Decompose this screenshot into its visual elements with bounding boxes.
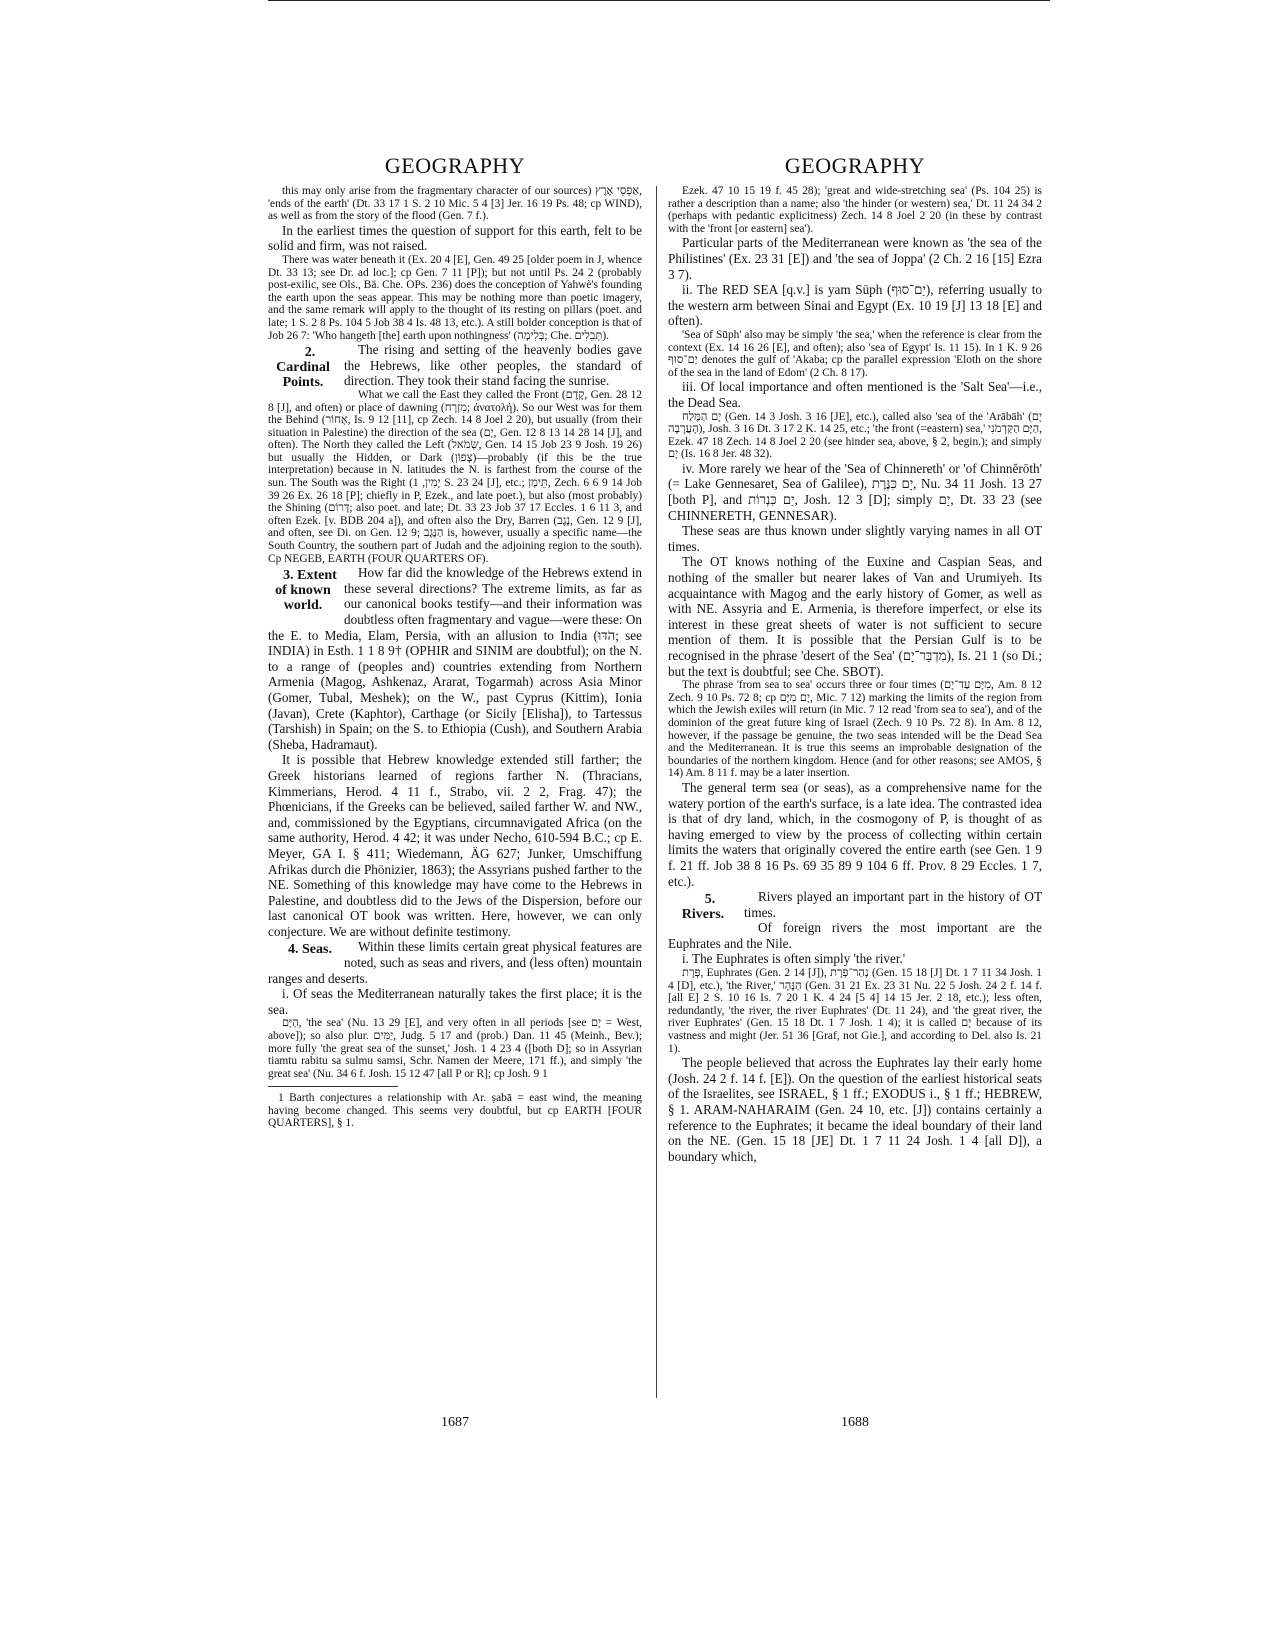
paragraph-text: There was water beneath it (Ex. 20 4 [E], Gen. 49 25 [older poem in J, whence Dt. 33 13; see Dr. ad loc.]; cp Gen. 7 11 [P]); but not until Ps. 24 2 (probably post-exilic, see Ols., Bä. Che. OPs. 236) does the conception of Yahwè's founding the earth upon the seas appear. This may be nothing more than poetic imagery, and the same remark will apply to the thought of its resting on pillars (poet. and late; 1 S. 2 8 Ps. 104 5 Job 38 4 Is. 48 13, etc.). A still bolder conception is that of Job 26 7: 'Who hangeth [the] earth upon nothingness' (בְּלִימָה; Che. תְּבֵלִים). [268,253,642,342]
right-column-body [668,185,1042,1164]
paragraph [668,1055,1042,1164]
paragraph-text: this may only arise from the fragmentary character of our sources) אַפְסֵי אֶרֶץ, 'ends of the earth' (Dt. 33 17 1 S. 2 10 Mic. 5 4 [3] Jer. 16 19 Ps. 48; cp WIND), as well as from the story of the flood (Gen. 7 f.). [268,185,642,223]
column-divider [656,186,657,1398]
paragraph [668,329,1042,379]
paragraph [668,379,1042,410]
paragraph-text: These seas are thus known under slightly varying names in all OT times. [668,523,1042,554]
section-sidehead: 3. Extent of known world. [275,568,337,614]
paragraph [268,752,642,939]
paragraph [268,342,642,389]
paragraph-text: The people believed that across the Euphrates lay their early home (Josh. 24 2 f. 14 f. [E]). On the question of the earliest historical seats of the Israelites, see ISRAEL, § 1 ff.; EXODUS i., § 1 ff.; HEBREW, § 1. ARAM-NAHARAIM (Gen. 24 10, etc. [J]) contains certainly a reference to the Euphrates; it became the ideal boundary of their land on the NE. (Gen. 15 18 [JE] Dt. 1 7 11 24 Josh. 1 4 [all D]), a boundary which, [668,1055,1042,1164]
paragraph [268,939,642,986]
running-head-right: GEOGRAPHY [784,153,926,178]
paragraph [668,554,1042,679]
paragraph-text: יָם הַמֶּלַח (Gen. 14 3 Josh. 3 16 [JE], etc.), called also 'sea of the 'Arābāh' (יָם הָעֲרָבָה), Josh. 3 16 Dt. 3 17 2 K. 14 25, etc.; 'the front (=eastern) sea,' הַיָּם הַקַּדְמֹנִי, Ezek. 47 18 Zech. 14 8 Joel 2 20 (see hinder sea, above, § 2, begin.); and simply יָם (Is. 16 8 Jer. 48 32). [668,410,1042,461]
paragraph [668,889,1042,923]
paragraph [668,282,1042,329]
paragraph-text: Particular parts of the Mediterranean were known as 'the sea of the Philistines' (Ex. 23 31 [E]) and 'the sea of Joppa' (2 Ch. 2 16 [15] Ezra 3 7). [668,235,1042,282]
paragraph [268,565,642,752]
paragraph [668,679,1042,780]
page-number-right: 1688 [841,1415,869,1430]
paragraph [668,235,1042,282]
paragraph-text: ii. The RED SEA [q.v.] is yam Sūph (יַם־סוּף), referring usually to the western arm between Sinai and Egypt (Ex. 10 19 [J] 13 18 [E] and often). [668,282,1042,329]
section-sidehead: 2. Cardinal Points. [276,345,330,391]
paragraph [268,986,642,1017]
running-head-left: GEOGRAPHY [384,153,526,178]
paragraph [268,185,642,223]
paragraph [268,223,642,254]
paragraph-text: Ezek. 47 10 15 19 f. 45 28); 'great and wide-stretching sea' (Ps. 104 25) is rather a description than a name; also 'the hinder (or western) sea,' Dt. 11 24 34 2 (perhaps with pedantic explicitness) Zech. 14 8 Joel 2 20 (in these by contrast with the 'front [or eastern] sea'). [668,185,1042,235]
page-number-left: 1687 [441,1415,469,1430]
paragraph-text: Of foreign rivers the most important are the Euphrates and the Nile. [668,920,1042,951]
paragraph-text: i. The Euphrates is often simply 'the river.' [682,951,906,967]
footnote: 1 Barth conjectures a relationship with Ar. ṣabā = east wind, the meaning having become changed. This seems very doubtful, but cp EARTH [FOUR QUARTERS], § 1. [268,1092,642,1130]
footnote-rule [268,1086,398,1087]
paragraph [668,920,1042,951]
paragraph [668,523,1042,554]
paragraph [668,411,1042,461]
paragraph [268,254,642,342]
paragraph-text: iv. More rarely we hear of the 'Sea of Chinnereth' or 'of Chinnĕrōth' (= Lake Gennesaret, Sea of Galilee), יָם כִּנֶּרֶת, Nu. 34 11 Josh. 13 27 [both P], and יַם כִּנְרוֹת, Josh. 12 3 [D]; simply יָם, Dt. 33 23 (see CHINNERETH, GENNESAR). [668,460,1042,523]
paragraph-text: Within these limits certain great physical features are noted, such as seas and rivers, and (less often) mountain ranges and deserts. [268,939,642,986]
paragraph-text: הַיָּם, 'the sea' (Nu. 13 29 [E], and very often in all periods [see יָם = West, above]); so also plur. יַמִּים, Judg. 5 17 and (prob.) Dan. 11 45 (Meinh., Bev.); more fully 'the great sea of the sunset,' Josh. 1 4 23 4 ([both D]; so in Assyrian tiamtu rabitu sa sulmu samsi, Schr. Namen der Meere, 171 ff.), and simply 'the great sea' (Nu. 34 6 f. Josh. 15 12 47 [all P or R]; cp Josh. 9 1 [268,1017,642,1080]
section-sidehead: 4. Seas. [288,942,332,958]
paragraph-text: What we call the East they called the Front (קֶדֶם, Gen. 28 12 8 [J], and often) or place of dawning (מִזְרָח; ἀνατολή). So our West was for them the Behind (אָחוֹר, Is. 9 12 [11], cp Zech. 14 8 Joel 2 20), but usually (from their situation in Palestine) the direction of the sea (יָם, Gen. 12 8 13 14 28 14 [J], and often). The North they called the Left (שְׂמֹאל, Gen. 14 15 Job 23 9 Josh. 19 26) but usually the Hidden, or Dark (צָפוֹן)—probably (if this be the true interpretation) because in N. latitudes the N. is farthest from the course of the sun. The South was the Right (יָמִין, 1 S. 23 24 [J], etc.; תֵּימָן, Zech. 6 6 9 14 Job 39 26 Ex. 26 18 [P]; chiefly in P, Ezek., and late poet.), but also (most probably) the Shining (דָּרוֹם; also poet. and late; Dt. 33 23 Job 37 17 Eccles. 1 6 11 3, and often Ezek. [v. BDB 204 a]), and often also the Dry, Barren (נֶגֶב, Gen. 12 9 [J], and often, see Di. on Gen. 12 9; הַנֶּגֶב is, however, usually a specific name—the South Country, the southern part of Judah and the adjoining region to the south). Cp NEGEB, EARTH (FOUR QUARTERS OF). [268,388,643,565]
paragraph-text: פְּרָת, Euphrates (Gen. 2 14 [J]), נְהַר־פְּרָת (Gen. 15 18 [J] Dt. 1 7 11 34 Josh. 1 4 [D], etc.), 'the River,' הַנָּהָר (Gen. 31 21 Ex. 23 31 Nu. 22 5 Josh. 24 2 f. 14 f. [all E] 2 S. 10 16 Is. 7 20 1 K. 4 24 [5 4] 14 15 Jer. 2 18, etc.); less often, redundantly, 'the river, the river Euphrates' (Dt. 11 24), and 'the great river, the river Euphrates' (Gen. 15 18 Dt. 1 7 Josh. 1 4); it is called יָם because of its vastness and might (Jer. 51 36 [Graf, not Gie.], and according to Del. also Is. 21 1). [668,967,1043,1055]
paragraph-text: The OT knows nothing of the Euxine and Caspian Seas, and nothing of the smaller but nearer lakes of Van and Urumiyeh. Its acquaintance with Magog and the early history of Gomer, as well as with NE. Assyria and E. Armenia, is therefore imperfect, or else its interest in these great sheets of water is not sufficient to secure mention of them. It is possible that the Persian Gulf is to be recognised in the phrase 'desert of the Sea' (מִדְבַּר־יָם), Is. 21 1 (so Di.; but the text is doubtful; see Che. SBOT). [668,554,1042,679]
paragraph-text: The phrase 'from sea to sea' occurs three or four times (מִיָּם עַד־יָם, Am. 8 12 Zech. 9 10 Ps. 72 8; cp יָם מִיָּם, Mic. 7 12) marking the limits of the region from which the Jewish exiles will return (in Mic. 7 12 read 'from sea to sea'), and of the dominion of the great future king of Israel (Zech. 9 10 Ps. 72 8). In Am. 8 12, however, if the passage be genuine, the two seas intended will be the Dead Sea and the Mediterranean. It is true this seems an improbable designation of the boundaries of the northern kingdom. Hence (and for other reasons; see AMOS, § 14) Am. 8 11 f. may be a later insertion. [668,679,1042,780]
paragraph [268,389,642,565]
paragraph-text: i. Of seas the Mediterranean naturally takes the first place; it is the sea. [268,986,642,1017]
left-column-body [268,185,642,1080]
paragraph [268,1017,642,1080]
paragraph [668,967,1042,1055]
paragraph [668,780,1042,889]
paragraph-text: The rising and setting of the heavenly bodies gave the Hebrews, like other peoples, the standard of direction. They took their stand facing the sunrise. [344,342,642,389]
paragraph-text: 'Sea of Sūph' also may be simply 'the sea,' when the reference is clear from the context (Ex. 14 16 26 [E], and often); also 'sea of Egypt' Is. 11 15). In 1 K. 9 26 יַם־סוּף denotes the gulf of 'Akaba; cp the parallel expression 'Eloth on the shore of the sea in the land of Edom' (2 Ch. 8 17). [668,328,1042,379]
paragraph-text: How far did the knowledge of the Hebrews extend in these several directions? The extreme limits, as far as our canonical books testify—and their information was doubtless often fragmentary and vague—were these: On the E. to Media, Elam, Persia, with an allusion to India (הֹדּוּ; see INDIA) in Esth. 1 1 8 9† (OPHIR and SINIM are doubtful); on the N. to a range of (peoples and) countries extending from Northern Armenia (Magog, Ashkenaz, Ararat, Togarmah) across Asia Minor (Gomer, Tubal, Meshek); on the W., past Cyprus (Kittim), Ionia (Javan), Crete (Kaphtor), Carthage (or Sicily [Elisha]), to Tartessus (Tarshish) in Spain; on the S. to Ethiopia (Cush), and Southern Arabia (Sheba, Hadramaut). [268,565,642,752]
paragraph-text: The general term sea (or seas), as a comprehensive name for the watery portion of the earth's surface, is a late idea. The contrasted idea is that of dry land, which, in the cosmogony of P, is thought of as having emerged to view by the process of collecting within certain limits the waters that originally covered the entire earth (see Gen. 1 9 f. 21 ff. Job 38 8 16 Ps. 69 35 89 9 104 6 ff. Prov. 8 29 Eccles. 1 7, etc.). [668,779,1042,889]
paragraph [668,461,1042,523]
paragraph-text: In the earliest times the question of support for this earth, felt to be solid and firm, was not raised. [268,222,642,254]
paragraph [668,185,1042,235]
top-rule [268,0,1050,1]
right-column [668,185,1042,1164]
paragraph-text: Rivers played an important part in the history of OT times. [744,889,1042,920]
paragraph-text: It is possible that Hebrew knowledge extended still farther; the Greek historians learned of regions farther N. (Thracians, Kimmerians, Herod. 4 11 f., Strabo, vii. 2 2, Frag. 47); the Phœnicians, if the Greeks can be believed, sailed farther W. and NW., and, commissioned by the Egyptians, circumnavigated Africa (on the same authority, Herod. 4 42; it was under Necho, 610-594 B.C.; cp E. Meyer, GA I. § 411; Wiedemann, ÄG 627; Junker, Umschiffung Afrikas durch die Phönizier, 1863); the Assyrians pushed farther to the NE. Something of this knowledge may have come to the Hebrews in Palestine, and doubtless did to the Jews of the Dispersion, before our last canonical OT book was written. Here, however, we can only conjecture. We are without definite testimony. [268,752,642,939]
paragraph-text: iii. Of local importance and often mentioned is the 'Salt Sea'—i.e., the Dead Sea. [668,379,1042,410]
left-column [268,185,642,1130]
paragraph [668,951,1042,967]
section-sidehead: 5. Rivers. [681,892,725,923]
